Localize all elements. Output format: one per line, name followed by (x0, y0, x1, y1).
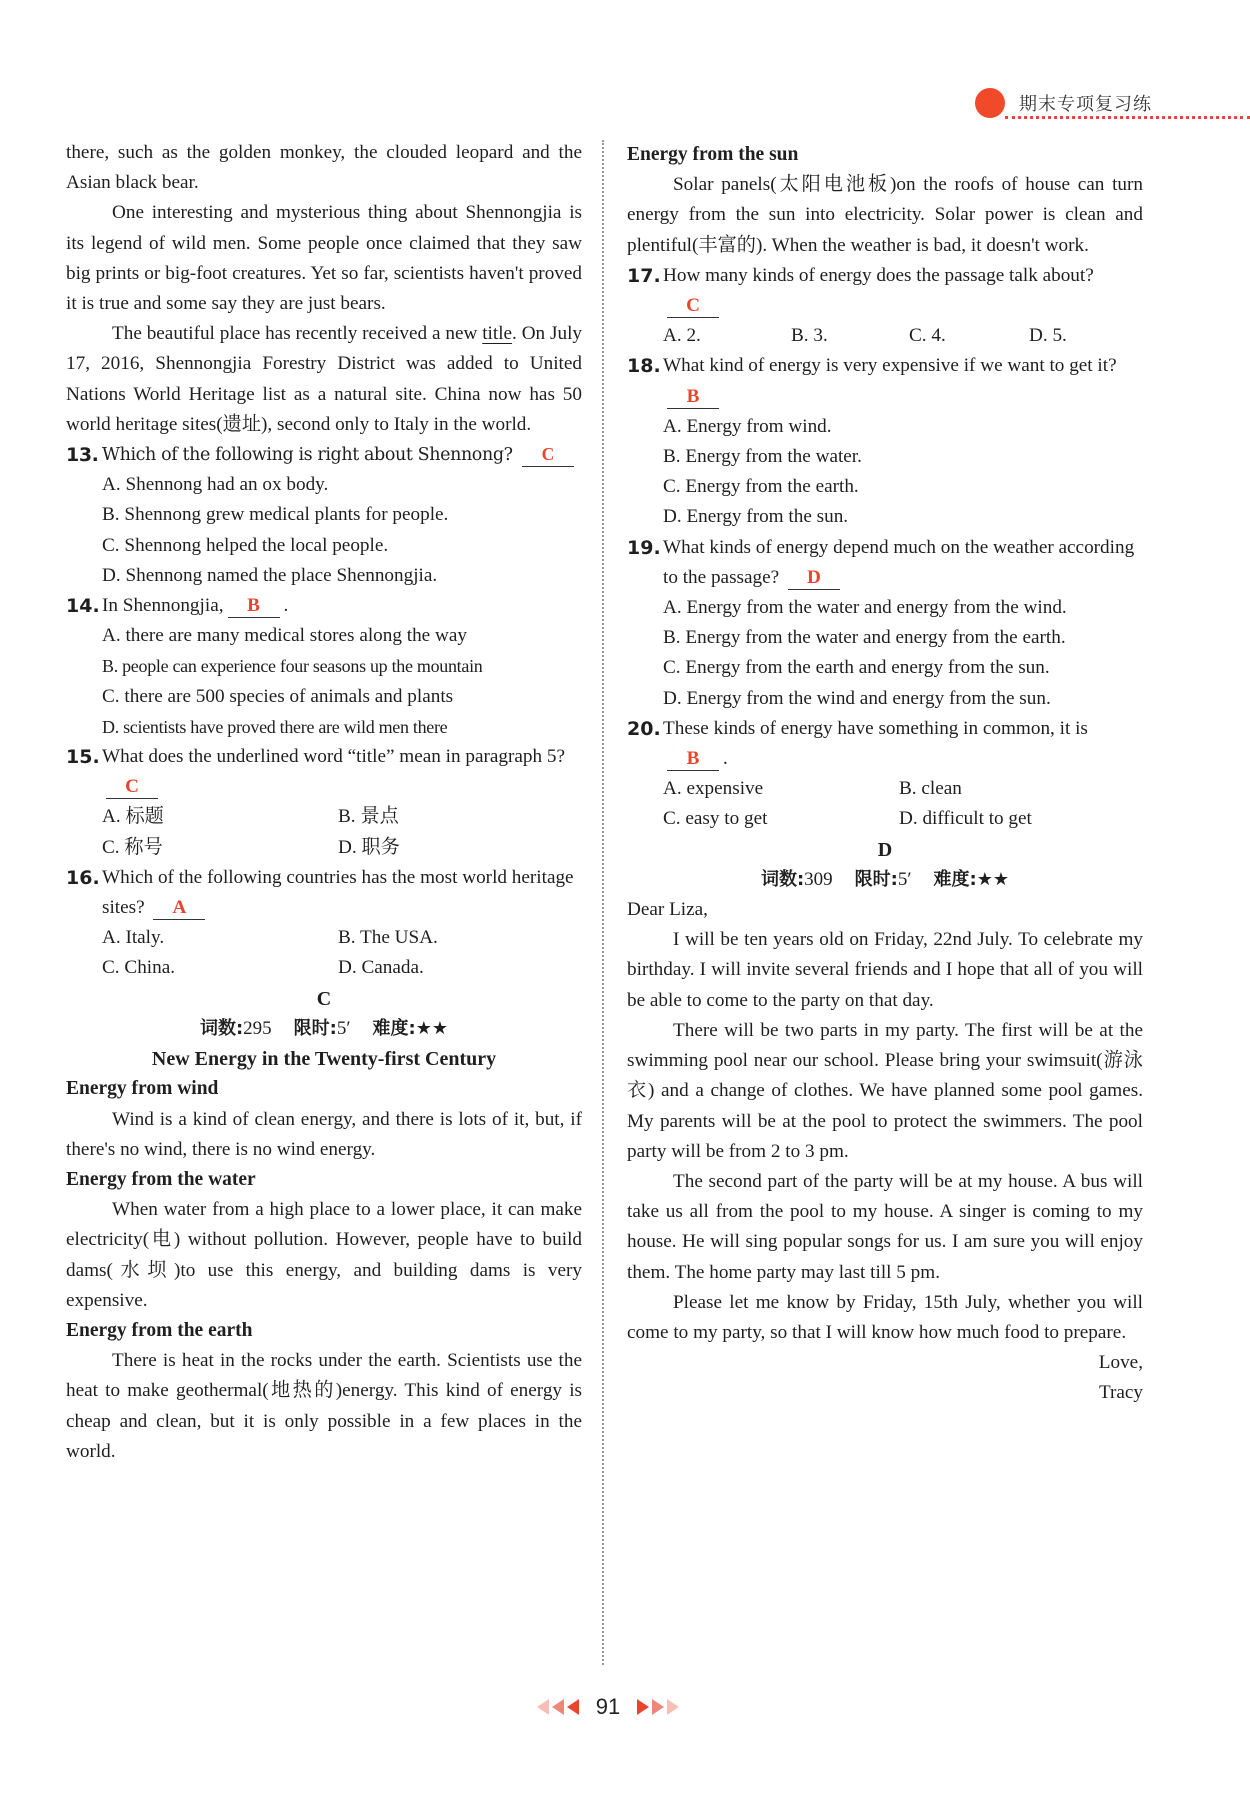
next-arrow-icon[interactable] (667, 1699, 679, 1715)
question-stem: Which of the following is right about Shennong? (102, 445, 513, 466)
question-16 (66, 863, 582, 923)
question-stem: What does the underlined word “title” mean in paragraph 5? (102, 746, 565, 768)
option-a: A. Energy from the water and energy from the wind. (663, 597, 1067, 619)
right-column (627, 140, 1143, 1409)
answer-blank[interactable] (667, 748, 719, 771)
question-stem: What kinds of energy depend much on the weather according to the passage? (663, 536, 1135, 588)
answer-letter: C (541, 444, 554, 465)
option-b: B. The USA. (338, 927, 438, 949)
option-c: C. easy to get (663, 808, 768, 830)
answer-blank[interactable] (106, 776, 158, 799)
letter-paragraph: There will be two parts in my party. The first will be at the swimming pool near our school. Please bring your swimsuit(游泳衣) and a change of clothes. We have planned some pool games. My parents will be at the pool to protect the swimmers. The pool party will be from 2 to 3 pm. (627, 1019, 1143, 1162)
option-d: D. 职务 (338, 836, 400, 858)
option-c: C. Shennong helped the local people. (102, 534, 389, 556)
option-c: C. 4. (909, 325, 946, 347)
options-grid (627, 774, 1143, 834)
option-b: B. clean (899, 778, 962, 800)
passage-paragraph: One interesting and mysterious thing about Shennongjia is its legend of wild men. Some people once claimed that they saw big prints or big-foot creatures. Yet so far, scientists haven't proved it is true and some say they are just bears. (66, 202, 582, 315)
option-b: B. 3. (791, 325, 828, 347)
question-19 (627, 533, 1143, 593)
question-15 (66, 742, 582, 802)
question-number: 18. (627, 355, 661, 378)
answer-letter: B (247, 595, 260, 617)
letter-closing: Love, (1098, 1352, 1143, 1374)
option-c: C. Energy from the earth. (663, 476, 859, 498)
option-b: B. 景点 (338, 806, 399, 828)
question-stem: How many kinds of energy does the passage talk about? (663, 264, 1094, 286)
section-text: There is heat in the rocks under the earth. Scientists use the heat to make geothermal(地热的)energy. This kind of energy is cheap and clean, but it is only possible in a few places in the world. (66, 1350, 582, 1462)
option-a: A. there are many medical stores along the way (102, 625, 467, 647)
column-divider (602, 140, 604, 1665)
question-13 (66, 440, 582, 470)
prev-arrow-icon[interactable] (567, 1699, 579, 1715)
option-a: A. 2. (663, 325, 701, 347)
option-c: C. Energy from the earth and energy from the sun. (663, 657, 1050, 679)
option-b: B. Shennong grew medical plants for people. (102, 504, 449, 526)
left-column (66, 138, 582, 1467)
option-b: B. people can experience four seasons up the mountain (102, 656, 483, 677)
next-arrow-icon[interactable] (637, 1699, 649, 1715)
passage-meta: 词数:295 限时:5′ 难度:★★ (199, 1017, 449, 1039)
question-number: 19. (627, 536, 661, 559)
page-header (975, 86, 1250, 120)
option-c: C. China. (102, 957, 176, 979)
option-d: D. Energy from the wind and energy from the sun. (663, 687, 1051, 709)
answer-blank[interactable] (788, 567, 840, 590)
section-heading: Energy from wind (66, 1078, 219, 1100)
option-a: A. 标题 (102, 806, 164, 828)
passage-paragraph: there, such as the golden monkey, the clouded leopard and the Asian black bear. (66, 142, 582, 194)
option-d: D. scientists have proved there are wild men there (102, 716, 448, 737)
question-stem: These kinds of energy have something in common, it is (663, 717, 1088, 739)
answer-blank[interactable] (228, 595, 280, 618)
next-arrow-icon[interactable] (652, 1699, 664, 1715)
question-18 (627, 351, 1143, 411)
options-grid (627, 321, 1143, 351)
letter-salutation: Dear Liza, (627, 899, 708, 921)
letter-paragraph: The second part of the party will be at my house. A bus will take us all from the pool to my house. A singer is coming to my house. He will sing popular songs for us. I am sure you will enjoy them. The home party may last till 5 pm. (627, 1170, 1143, 1283)
option-a: A. Italy. (102, 927, 165, 949)
option-d: D. Canada. (338, 957, 424, 979)
answer-letter: A (172, 897, 187, 919)
question-20: 20. These kinds of energy have something in common, it isB . (627, 714, 1143, 774)
answer-letter: C (686, 295, 700, 317)
option-c: C. 称号 (102, 836, 163, 858)
section-text: Solar panels(太阳电池板)on the roofs of house can turn energy from the sun into electricity. Solar power is clean and plentiful(丰富的). When the weather is bad, it doesn't work. (627, 174, 1143, 256)
question-number: 16. (66, 866, 100, 889)
options-grid (66, 923, 582, 983)
question-number: 20. (627, 717, 661, 740)
option-d: D. 5. (1029, 325, 1067, 347)
answer-blank[interactable] (522, 443, 574, 467)
section-heading: Energy from the earth (66, 1319, 253, 1341)
section-text: Wind is a kind of clean energy, and there is lots of it, but, if there's no wind, there is no wind energy. (66, 1108, 582, 1160)
prev-arrow-icon[interactable] (537, 1699, 549, 1715)
option-b: B. Energy from the water and energy from the earth. (663, 627, 1066, 649)
question-stem: In Shennongjia, (102, 595, 224, 617)
passage-meta: 词数:309 限时:5′ 难度:★★ (760, 868, 1010, 890)
section-heading: Energy from the sun (627, 144, 799, 165)
letter-signature: Tracy (1098, 1382, 1143, 1404)
letter-paragraph: I will be ten years old on Friday, 22nd July. To celebrate my birthday. I will invite several friends and I hope that all of you will be able to come to the party on that day. (627, 929, 1143, 1011)
underlined-word: title (482, 323, 513, 345)
answer-blank[interactable] (153, 897, 205, 920)
question-number: 17. (627, 264, 661, 287)
page-number: 91 (595, 1694, 621, 1719)
question-number: 14. (66, 595, 100, 618)
header-title: 期末专项复习练 (1019, 94, 1152, 115)
question-stem: Which of the following countries has the most world heritage sites? (102, 866, 574, 919)
option-a: A. Energy from wind. (663, 415, 832, 437)
options-grid (66, 802, 582, 862)
question-17 (627, 261, 1143, 321)
option-a: A. expensive (663, 778, 764, 800)
answer-letter: C (125, 776, 139, 798)
section-heading: Energy from the water (66, 1168, 256, 1190)
answer-letter: B (686, 748, 700, 770)
letter-paragraph: Please let me know by Friday, 15th July, whether you will come to my party, so that I will know how much food to prepare. (627, 1291, 1143, 1343)
question-number: 15. (66, 746, 100, 769)
answer-blank[interactable] (667, 295, 719, 318)
option-d: D. Energy from the sun. (663, 506, 849, 528)
answer-blank[interactable] (667, 386, 719, 409)
option-d: D. difficult to get (899, 808, 1032, 830)
passage-title: New Energy in the Twenty-first Century (151, 1048, 497, 1071)
section-text: When water from a high place to a lower place, it can make electricity(电) without pollution. However, people have to build dams(水坝)to use this energy, and building dams is very expensive. (66, 1199, 582, 1311)
option-a: A. Shennong had an ox body. (102, 474, 329, 496)
difficulty-stars-icon: ★★ (976, 868, 1010, 890)
difficulty-stars-icon: ★★ (415, 1017, 449, 1039)
prev-arrow-icon[interactable] (552, 1699, 564, 1715)
header-dotted-rule (1005, 116, 1250, 119)
option-b: B. Energy from the water. (663, 446, 862, 468)
section-letter: C (316, 987, 332, 1010)
page-footer (528, 1690, 688, 1724)
answer-letter: D (807, 566, 821, 588)
passage-paragraph: The beautiful place has recently received a new title. On July 17, 2016, Shennongjia Forestry District was added to United Nations World Heritage list as a natural site. China now has 50 world heritage sites(遗址), second only to Italy in the world. (66, 323, 582, 435)
section-letter: D (877, 838, 893, 861)
option-d: D. Shennong named the place Shennongjia. (102, 564, 438, 586)
header-dot-icon (975, 88, 1005, 118)
question-stem: What kind of energy is very expensive if we want to get it? (663, 355, 1117, 377)
question-14: 14. In Shennongjia, B . (66, 591, 582, 621)
question-number: 13. (66, 444, 99, 467)
option-c: C. there are 500 species of animals and plants (102, 685, 454, 707)
answer-letter: B (686, 385, 700, 407)
